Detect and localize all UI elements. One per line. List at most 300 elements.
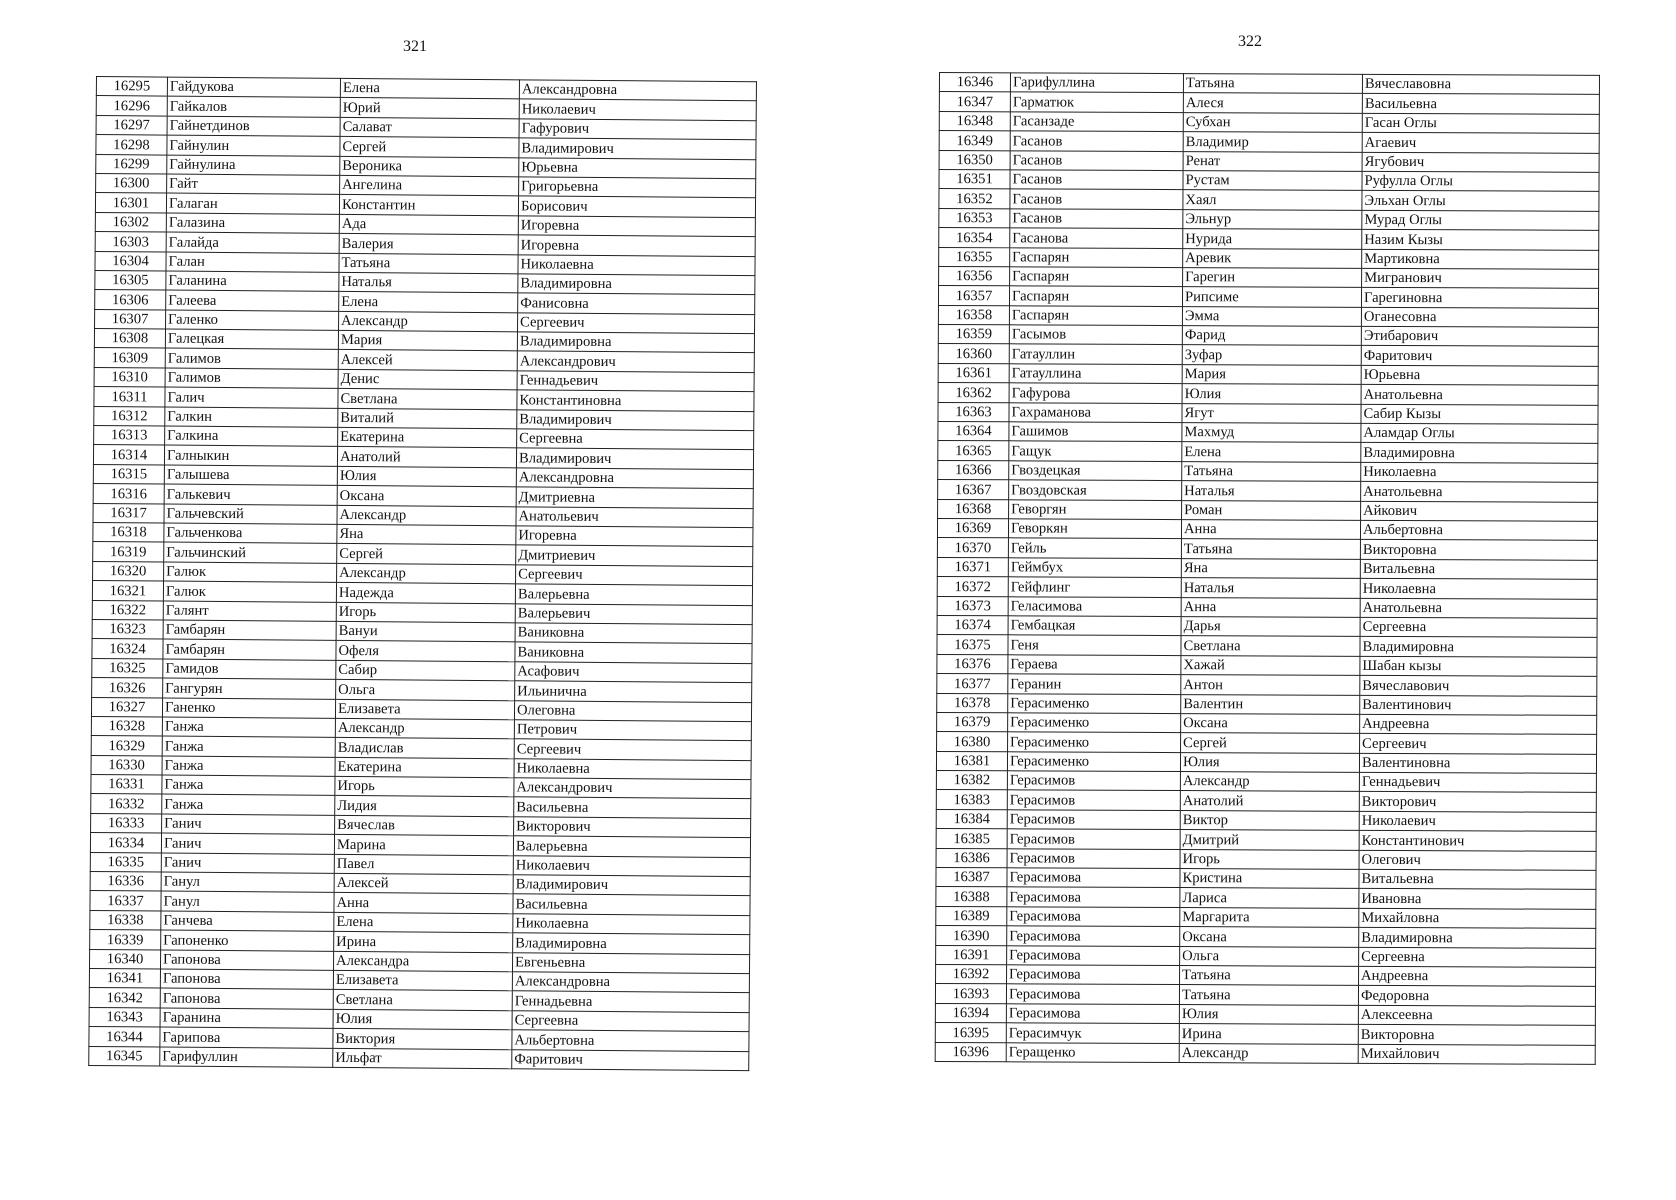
first-name-cell: Татьяна <box>1182 461 1361 481</box>
first-name-cell: Мария <box>1182 364 1361 384</box>
surname-cell: Герасимов <box>1007 771 1180 791</box>
surname-cell: Галеева <box>166 290 339 311</box>
first-name-cell: Ирина <box>1179 1024 1358 1044</box>
first-name-cell: Вячеслав <box>335 815 514 836</box>
table-row <box>939 150 1599 172</box>
surname-cell: Гейль <box>1008 538 1181 558</box>
surname-cell: Гасанов <box>1010 189 1183 209</box>
surname-cell: Геласимова <box>1008 596 1181 616</box>
patronymic-cell: Александрович <box>517 351 754 372</box>
first-name-cell: Елизавета <box>333 970 512 991</box>
table-row <box>937 518 1597 540</box>
record-number-cell: 16332 <box>91 794 162 814</box>
patronymic-cell: Викторовна <box>1358 1024 1595 1044</box>
surname-cell: Галюк <box>163 581 336 602</box>
record-number-cell: 16380 <box>937 732 1008 752</box>
first-name-cell: Светлана <box>333 990 512 1011</box>
patronymic-cell: Валентинович <box>1360 695 1597 715</box>
surname-cell: Галкина <box>165 426 338 447</box>
record-number-cell: 16355 <box>939 247 1010 267</box>
patronymic-cell: Ваниковна <box>515 623 752 644</box>
patronymic-cell: Сергеевич <box>514 739 751 760</box>
surname-cell: Галецкая <box>165 329 338 350</box>
record-number-cell: 16306 <box>95 290 166 310</box>
patronymic-cell: Фаритович <box>1361 346 1598 366</box>
surname-cell: Галышева <box>164 465 337 486</box>
surname-cell: Гапонова <box>160 988 333 1009</box>
patronymic-cell: Сергеевна <box>517 429 754 450</box>
first-name-cell: Игорь <box>336 602 515 623</box>
record-number-cell: 16343 <box>89 1007 160 1027</box>
registry-table <box>88 76 757 1071</box>
patronymic-cell: Аламдар Оглы <box>1361 423 1598 443</box>
table-row <box>938 441 1598 463</box>
patronymic-cell: Николаевна <box>1361 462 1598 482</box>
first-name-cell: Павел <box>334 854 513 875</box>
first-name-cell: Игорь <box>335 776 514 797</box>
table-row <box>938 344 1598 366</box>
surname-cell: Герасименко <box>1007 751 1180 771</box>
patronymic-cell: Сергеевна <box>1360 617 1597 637</box>
first-name-cell: Юлия <box>1179 1004 1358 1024</box>
patronymic-cell: Александровна <box>519 80 756 101</box>
first-name-cell: Алеся <box>1183 93 1362 113</box>
surname-cell: Ганич <box>162 814 335 835</box>
record-number-cell: 16307 <box>95 309 166 329</box>
record-number-cell: 16298 <box>96 135 167 155</box>
surname-cell: Гапоненко <box>161 930 334 951</box>
first-name-cell: Оксана <box>337 486 516 507</box>
record-number-cell: 16321 <box>92 581 163 601</box>
table-row <box>937 732 1597 754</box>
record-number-cell: 16316 <box>93 484 164 504</box>
table-row <box>937 577 1597 599</box>
record-number-cell: 16353 <box>939 208 1010 228</box>
table-row <box>939 266 1599 288</box>
table-row <box>936 926 1596 948</box>
record-number-cell: 16297 <box>96 115 167 135</box>
patronymic-cell: Сергеевич <box>516 565 753 586</box>
surname-cell: Гасанов <box>1010 131 1183 151</box>
first-name-cell: Ренат <box>1183 151 1362 171</box>
surname-cell: Гарифуллин <box>160 1047 333 1068</box>
record-number-cell: 16391 <box>936 945 1007 965</box>
first-name-cell: Лидия <box>335 796 514 817</box>
record-number-cell: 16337 <box>90 891 161 911</box>
surname-cell: Галимов <box>165 349 338 370</box>
first-name-cell: Елена <box>339 292 518 313</box>
first-name-cell: Екатерина <box>338 427 517 448</box>
first-name-cell: Яна <box>1181 558 1360 578</box>
patronymic-cell: Геннадьевна <box>512 991 749 1012</box>
record-number-cell: 16295 <box>96 77 167 97</box>
first-name-cell: Елена <box>340 78 519 99</box>
surname-cell: Гасанов <box>1010 209 1183 229</box>
patronymic-cell: Викторович <box>514 817 751 838</box>
record-number-cell: 16315 <box>93 464 164 484</box>
first-name-cell: Елена <box>334 912 513 933</box>
patronymic-cell: Михайлович <box>1358 1044 1595 1064</box>
table-row <box>939 189 1599 211</box>
patronymic-cell: Сергеевич <box>1360 734 1597 754</box>
surname-cell: Геворкян <box>1008 519 1181 539</box>
patronymic-cell: Асафович <box>515 662 752 683</box>
record-number-cell: 16301 <box>95 193 166 213</box>
record-number-cell: 16382 <box>936 771 1007 791</box>
table-row <box>936 809 1596 831</box>
patronymic-cell: Сабир Кызы <box>1361 404 1598 424</box>
surname-cell: Герасимов <box>1007 790 1180 810</box>
surname-cell: Гаранина <box>160 1008 333 1029</box>
patronymic-cell: Константиновна <box>517 390 754 411</box>
table-row <box>937 615 1597 637</box>
table-row <box>936 906 1596 928</box>
table-row <box>937 712 1597 734</box>
record-number-cell: 16371 <box>937 557 1008 577</box>
first-name-cell: Светлана <box>1181 636 1360 656</box>
first-name-cell: Хаял <box>1183 190 1362 210</box>
first-name-cell: Оксана <box>1180 927 1359 947</box>
surname-cell: Галныкин <box>164 445 337 466</box>
table-row <box>938 480 1598 502</box>
surname-cell: Гамбарян <box>163 639 336 660</box>
table-row <box>938 305 1598 327</box>
record-number-cell: 16339 <box>90 930 161 950</box>
record-number-cell: 16335 <box>90 852 161 872</box>
first-name-cell: Наталья <box>1181 578 1360 598</box>
record-number-cell: 16372 <box>937 577 1008 597</box>
record-number-cell: 16363 <box>938 402 1009 422</box>
surname-cell: Ганжа <box>162 775 335 796</box>
record-number-cell: 16385 <box>936 829 1007 849</box>
first-name-cell: Анна <box>334 893 513 914</box>
record-number-cell: 16377 <box>937 674 1008 694</box>
record-number-cell: 16375 <box>937 635 1008 655</box>
record-number-cell: 16308 <box>94 329 165 349</box>
patronymic-cell: Агаевич <box>1362 133 1599 153</box>
patronymic-cell: Сергеевич <box>518 313 755 334</box>
first-name-cell: Кристина <box>1180 869 1359 889</box>
patronymic-cell: Дмитриевна <box>516 487 753 508</box>
first-name-cell: Татьяна <box>339 253 518 274</box>
surname-cell: Герасимова <box>1007 945 1180 965</box>
record-number-cell: 16378 <box>937 693 1008 713</box>
first-name-cell: Маргарита <box>1180 907 1359 927</box>
table-row <box>939 169 1599 191</box>
surname-cell: Герасимова <box>1007 907 1180 927</box>
record-number-cell: 16395 <box>935 1023 1006 1043</box>
patronymic-cell: Васильевна <box>514 797 751 818</box>
first-name-cell: Светлана <box>338 389 517 410</box>
surname-cell: Гаспарян <box>1009 305 1182 325</box>
first-name-cell: Сергей <box>337 544 516 565</box>
record-number-cell: 16336 <box>90 871 161 891</box>
patronymic-cell: Петрович <box>514 720 751 741</box>
surname-cell: Гамидов <box>163 659 336 680</box>
record-number-cell: 16365 <box>938 441 1009 461</box>
record-number-cell: 16393 <box>935 984 1006 1004</box>
patronymic-cell: Николаевна <box>1360 578 1597 598</box>
table-row <box>936 829 1596 851</box>
record-number-cell: 16369 <box>937 518 1008 538</box>
first-name-cell: Хажай <box>1181 655 1360 675</box>
patronymic-cell: Олегович <box>1359 850 1596 870</box>
surname-cell: Гайнулин <box>167 135 340 156</box>
patronymic-cell: Владимирович <box>519 138 756 159</box>
patronymic-cell: Владимирович <box>513 875 750 896</box>
surname-cell: Геймбух <box>1008 558 1181 578</box>
surname-cell: Гатауллин <box>1009 344 1182 364</box>
first-name-cell: Владимир <box>1183 132 1362 152</box>
patronymic-cell: Витальевна <box>1359 869 1596 889</box>
record-number-cell: 16318 <box>93 522 164 542</box>
surname-cell: Ганжа <box>162 794 335 815</box>
record-number-cell: 16373 <box>937 596 1008 616</box>
first-name-cell: Яна <box>337 524 516 545</box>
patronymic-cell: Юрьевна <box>1361 365 1598 385</box>
table-row <box>938 402 1598 424</box>
registry-table-body <box>89 77 757 1071</box>
record-number-cell: 16334 <box>90 833 161 853</box>
patronymic-cell: Николаевна <box>514 758 751 779</box>
surname-cell: Герасимова <box>1006 1004 1179 1024</box>
first-name-cell: Эмма <box>1182 306 1361 326</box>
record-number-cell: 16384 <box>936 809 1007 829</box>
first-name-cell: Юлия <box>337 466 516 487</box>
patronymic-cell: Фанисовна <box>518 293 755 314</box>
surname-cell: Галькевич <box>164 484 337 505</box>
record-number-cell: 16374 <box>937 615 1008 635</box>
surname-cell: Гащук <box>1009 441 1182 461</box>
patronymic-cell: Николаевич <box>1359 811 1596 831</box>
surname-cell: Ганул <box>161 891 334 912</box>
patronymic-cell: Валерьевна <box>515 584 752 605</box>
patronymic-cell: Игоревна <box>518 235 755 256</box>
first-name-cell: Антон <box>1181 675 1360 695</box>
patronymic-cell: Александровна <box>516 468 753 489</box>
record-number-cell: 16370 <box>937 538 1008 558</box>
patronymic-cell: Владимировна <box>518 274 755 295</box>
first-name-cell: Фарид <box>1182 326 1361 346</box>
patronymic-cell: Борисович <box>518 196 755 217</box>
record-number-cell: 16331 <box>91 775 162 795</box>
surname-cell: Галюк <box>164 562 337 583</box>
record-number-cell: 16346 <box>939 73 1010 93</box>
record-number-cell: 16394 <box>935 1003 1006 1023</box>
patronymic-cell: Шабан кызы <box>1360 656 1597 676</box>
surname-cell: Галаган <box>166 193 339 214</box>
patronymic-cell: Сергеевна <box>512 1011 749 1032</box>
surname-cell: Галанина <box>166 271 339 292</box>
surname-cell: Галимов <box>165 368 338 389</box>
patronymic-cell: Владимировна <box>517 332 754 353</box>
surname-cell: Гайнетдинов <box>167 116 340 137</box>
table-row <box>939 92 1599 114</box>
surname-cell: Гарипова <box>160 1027 333 1048</box>
first-name-cell: Александр <box>1180 772 1359 792</box>
table-row <box>935 984 1595 1006</box>
first-name-cell: Александра <box>333 951 512 972</box>
surname-cell: Гальчинский <box>164 542 337 563</box>
table-row <box>938 383 1598 405</box>
surname-cell: Гаспарян <box>1010 267 1183 287</box>
patronymic-cell: Валерьевич <box>515 603 752 624</box>
table-row <box>937 674 1597 696</box>
first-name-cell: Наталья <box>339 272 518 293</box>
patronymic-cell: Владимировна <box>1360 637 1597 657</box>
surname-cell: Гвоздовская <box>1009 480 1182 500</box>
patronymic-cell: Михайловна <box>1359 908 1596 928</box>
patronymic-cell: Витальевна <box>1360 559 1597 579</box>
patronymic-cell: Андреевна <box>1360 714 1597 734</box>
record-number-cell: 16358 <box>938 305 1009 325</box>
first-name-cell: Сергей <box>1181 733 1360 753</box>
surname-cell: Ганич <box>161 833 334 854</box>
table-row <box>938 422 1598 444</box>
surname-cell: Гайдукова <box>167 77 340 98</box>
patronymic-cell: Константинович <box>1359 831 1596 851</box>
surname-cell: Герасимчук <box>1006 1023 1179 1043</box>
record-number-cell: 16352 <box>939 189 1010 209</box>
table-row <box>938 460 1598 482</box>
first-name-cell: Татьяна <box>1181 539 1360 559</box>
record-number-cell: 16376 <box>937 654 1008 674</box>
patronymic-cell: Ваниковна <box>515 642 752 663</box>
table-row <box>939 228 1599 250</box>
surname-cell: Ганич <box>161 853 334 874</box>
first-name-cell: Ада <box>339 214 518 235</box>
first-name-cell: Сабир <box>336 660 515 681</box>
first-name-cell: Салават <box>340 117 519 138</box>
first-name-cell: Дмитрий <box>1180 830 1359 850</box>
surname-cell: Галайда <box>166 232 339 253</box>
patronymic-cell: Николаевна <box>513 914 750 935</box>
first-name-cell: Александр <box>339 311 518 332</box>
first-name-cell: Ольга <box>336 680 515 701</box>
first-name-cell: Эльнур <box>1183 209 1362 229</box>
first-name-cell: Вануи <box>336 621 515 642</box>
first-name-cell: Валентин <box>1181 694 1360 714</box>
patronymic-cell: Николаевна <box>518 254 755 275</box>
first-name-cell: Сергей <box>340 137 519 158</box>
table-row <box>936 790 1596 812</box>
first-name-cell: Дарья <box>1181 616 1360 636</box>
record-number-cell: 16357 <box>938 286 1009 306</box>
first-name-cell: Александр <box>1179 1043 1358 1063</box>
page-number: 322 <box>1238 33 1262 50</box>
patronymic-cell: Ильинична <box>515 681 752 702</box>
first-name-cell: Виктория <box>333 1029 512 1050</box>
patronymic-cell: Николаевич <box>519 99 756 120</box>
patronymic-cell: Андреевна <box>1359 966 1596 986</box>
record-number-cell: 16300 <box>96 173 167 193</box>
record-number-cell: 16390 <box>936 926 1007 946</box>
first-name-cell: Александр <box>335 718 514 739</box>
table-row <box>938 499 1598 521</box>
first-name-cell: Анатолий <box>1180 791 1359 811</box>
record-number-cell: 16345 <box>89 1046 160 1066</box>
first-name-cell: Офеля <box>336 641 515 662</box>
table-row <box>937 538 1597 560</box>
record-number-cell: 16347 <box>939 92 1010 112</box>
patronymic-cell: Александрович <box>514 778 751 799</box>
surname-cell: Гамбарян <box>163 620 336 641</box>
table-row <box>938 325 1598 347</box>
record-number-cell: 16324 <box>92 639 163 659</box>
table-row <box>936 848 1596 870</box>
record-number-cell: 16341 <box>89 968 160 988</box>
surname-cell: Гапонова <box>160 969 333 990</box>
registry-table-body <box>935 73 1599 1065</box>
first-name-cell: Анна <box>1181 520 1360 540</box>
surname-cell: Герасименко <box>1008 732 1181 752</box>
record-number-cell: 16342 <box>89 988 160 1008</box>
surname-cell: Гайкалов <box>167 96 340 117</box>
first-name-cell: Елизавета <box>335 699 514 720</box>
patronymic-cell: Васильевна <box>1362 94 1599 114</box>
table-row <box>937 693 1597 715</box>
surname-cell: Гарматюк <box>1010 92 1183 112</box>
table-row <box>937 557 1597 579</box>
patronymic-cell: Анатольевна <box>1360 598 1597 618</box>
surname-cell: Гайнулина <box>167 155 340 176</box>
table-row <box>936 751 1596 773</box>
patronymic-cell: Алексеевна <box>1358 1005 1595 1025</box>
surname-cell: Гвоздецкая <box>1009 461 1182 481</box>
record-number-cell: 16349 <box>939 131 1010 151</box>
patronymic-cell: Викторовна <box>1360 540 1597 560</box>
first-name-cell: Вероника <box>340 156 519 177</box>
surname-cell: Ганчева <box>161 911 334 932</box>
patronymic-cell: Евгеньевна <box>512 952 749 973</box>
record-number-cell: 16330 <box>91 755 162 775</box>
patronymic-cell: Анатольевич <box>516 506 753 527</box>
surname-cell: Ганжа <box>162 756 335 777</box>
patronymic-cell: Владимировна <box>513 933 750 954</box>
first-name-cell: Махмуд <box>1182 423 1361 443</box>
patronymic-cell: Айкович <box>1361 501 1598 521</box>
patronymic-cell: Олеговна <box>514 700 751 721</box>
record-number-cell: 16366 <box>938 460 1009 480</box>
table-row <box>936 771 1596 793</box>
first-name-cell: Юлия <box>1180 752 1359 772</box>
patronymic-cell: Игоревна <box>516 526 753 547</box>
patronymic-cell: Эльхан Оглы <box>1362 191 1599 211</box>
surname-cell: Гафурова <box>1009 383 1182 403</box>
table-row <box>936 945 1596 967</box>
first-name-cell: Рустам <box>1183 171 1362 191</box>
record-number-cell: 16302 <box>95 212 166 232</box>
patronymic-cell: Геннадьевич <box>517 371 754 392</box>
patronymic-cell: Оганесовна <box>1361 307 1598 327</box>
record-number-cell: 16320 <box>93 561 164 581</box>
surname-cell: Гальченкова <box>164 523 337 544</box>
record-number-cell: 16323 <box>92 619 163 639</box>
patronymic-cell: Владимировна <box>1361 443 1598 463</box>
first-name-cell: Ильфат <box>333 1048 512 1069</box>
record-number-cell: 16313 <box>94 426 165 446</box>
surname-cell: Герасименко <box>1008 693 1181 713</box>
record-number-cell: 16310 <box>94 367 165 387</box>
record-number-cell: 16359 <box>938 325 1009 345</box>
first-name-cell: Виталий <box>338 408 517 429</box>
surname-cell: Галкин <box>165 407 338 428</box>
patronymic-cell: Васильевна <box>513 894 750 915</box>
table-row <box>938 286 1598 308</box>
record-number-cell: 16381 <box>936 751 1007 771</box>
surname-cell: Герасимова <box>1007 926 1180 946</box>
surname-cell: Герасимов <box>1007 848 1180 868</box>
